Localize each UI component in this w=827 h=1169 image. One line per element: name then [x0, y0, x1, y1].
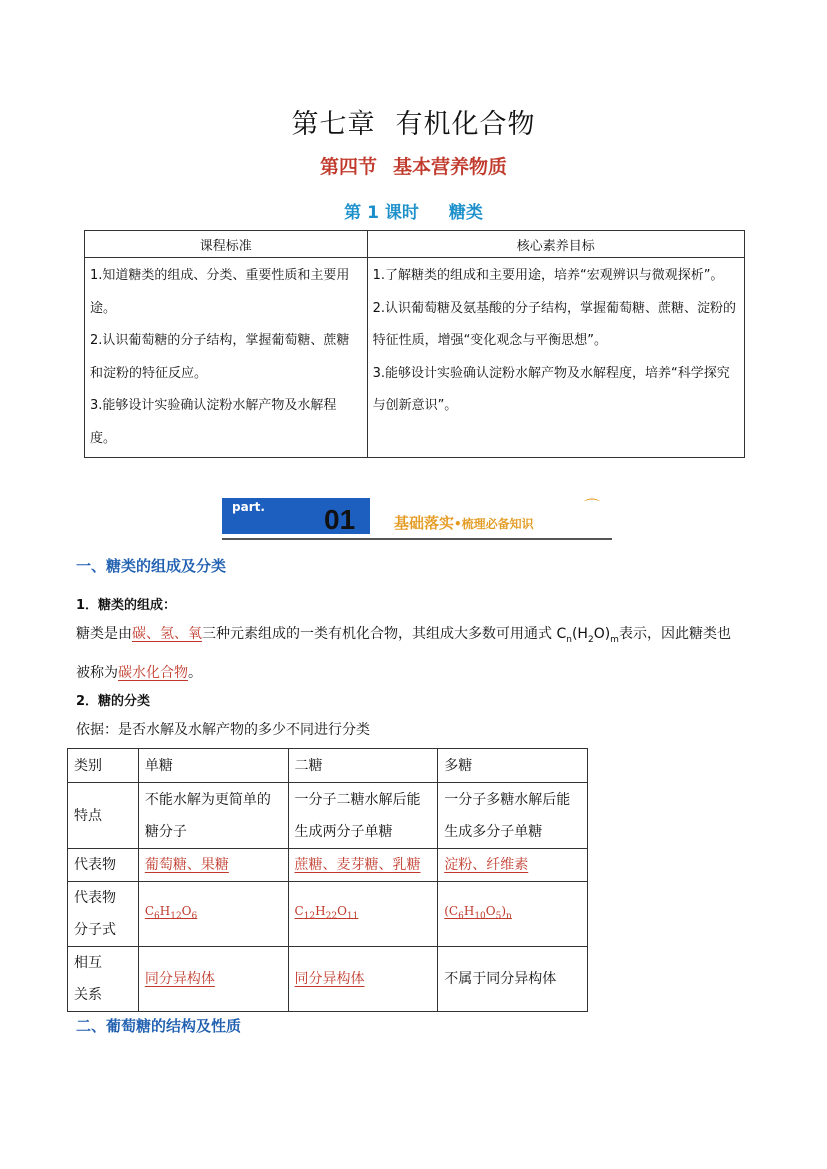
representative-cell	[138, 849, 288, 882]
representative-answer: 蔗糖、麦芽糖、乳糖	[294, 857, 421, 873]
carbohydrate-answer: 碳水化合物	[118, 664, 188, 681]
text-run: 表示，因此糖类也	[618, 626, 731, 642]
relation-cell	[138, 947, 288, 1012]
standards-body-row	[85, 258, 745, 458]
classification-table	[67, 748, 588, 1012]
composition-heading: 1．糖类的组成：	[76, 598, 177, 613]
section1-heading: 一、糖类的组成及分类	[76, 557, 227, 575]
lesson-title	[0, 198, 827, 223]
relation-cell: 不属于同分异构体	[438, 947, 588, 1012]
header-cell: 二糖	[288, 749, 438, 783]
formula-cell	[288, 882, 438, 947]
formula-answer: $(C_6H_{10}O_5)_n$	[444, 904, 512, 922]
header-cell: 多糖	[438, 749, 588, 783]
label-line: 分子式	[74, 922, 116, 938]
representative-answer: 葡萄糖、果糖	[144, 857, 229, 873]
text-run: O)	[593, 626, 611, 642]
representative-answer: 淀粉、纤维素	[444, 857, 529, 873]
part-banner	[222, 494, 612, 544]
text-run: 糖类是由	[76, 626, 132, 642]
standards-table	[84, 230, 745, 458]
text-run: 三种元素组成的一类有机化合物，其组成大多数可用通式 C	[202, 626, 567, 642]
banner-sub-text: •梳理必备知识	[454, 517, 534, 531]
table-row	[68, 882, 588, 947]
literacy-cell	[367, 258, 744, 458]
standards-header-row	[85, 231, 745, 258]
section2-heading: 二、葡萄糖的结构及性质	[76, 1017, 242, 1035]
lesson-name: 糖类	[448, 203, 483, 223]
label-line: 关系	[74, 987, 102, 1003]
section-number: 第四节	[319, 156, 377, 178]
table-row	[68, 849, 588, 882]
label-line: 代表物	[74, 890, 116, 906]
literacy-item: 3.能够设计实验确认淀粉水解产物及水解程度，培养“科学探究与创新意识”。	[372, 365, 730, 413]
formula-sub: 2	[587, 634, 594, 645]
chapter-number: 第七章	[291, 109, 376, 140]
literacy-item: 1.了解糖类的组成和主要用途，培养“宏观辨识与微观探析”。	[372, 268, 724, 283]
formula-answer: $C_{12}H_{22}O_{11}$	[294, 904, 359, 922]
representative-cell	[438, 849, 588, 882]
header-cell: 单糖	[138, 749, 288, 783]
lesson-number: 第 1 课时	[344, 203, 419, 223]
formula-answer: $C_6H_{12}O_6$	[144, 904, 198, 922]
relation-cell	[288, 947, 438, 1012]
text-run: (H	[571, 626, 588, 642]
curriculum-item: 3.能够设计实验确认淀粉水解产物及水解程度。	[90, 398, 337, 446]
feature-cell: 一分子二糖水解后能生成两分子单糖	[288, 783, 438, 849]
literacy-item: 2.认识葡萄糖及氨基酸的分子结构，掌握葡萄糖、蔗糖、淀粉的特征性质，增强“变化观念与平衡思想”。	[372, 300, 736, 348]
feature-cell: 一分子多糖水解后能生成多分子单糖	[438, 783, 588, 849]
row-label: 特点	[68, 783, 139, 849]
section-name: 基本营养物质	[393, 156, 508, 178]
chapter-name: 有机化合物	[395, 109, 536, 140]
section-title	[0, 152, 827, 179]
banner-part-label: part.	[232, 500, 265, 514]
curriculum-item: 1.知道糖类的组成、分类、重要性质和主要用途。	[90, 268, 350, 316]
row-label	[68, 882, 139, 947]
table-row	[68, 783, 588, 849]
standards-header-curriculum: 课程标准	[85, 231, 368, 258]
curriculum-item: 2.认识葡萄糖的分子结构，掌握葡萄糖、蔗糖和淀粉的特征反应。	[90, 333, 350, 381]
curl-decoration-icon: ⌒	[584, 497, 601, 516]
banner-main-text: 基础落实	[394, 514, 455, 532]
row-label: 代表物	[68, 849, 139, 882]
banner-caption	[394, 512, 534, 533]
formula-cell	[138, 882, 288, 947]
classification-basis: 依据：是否水解及水解产物的多少不同进行分类	[76, 722, 370, 738]
relation-answer: 同分异构体	[144, 971, 215, 987]
formula-sub: m	[610, 634, 619, 645]
table-row	[68, 947, 588, 1012]
standards-header-literacy: 核心素养目标	[367, 231, 744, 258]
table-row	[68, 749, 588, 783]
label-line: 相互	[74, 955, 102, 971]
relation-answer: 同分异构体	[294, 971, 365, 987]
representative-cell	[288, 849, 438, 882]
composition-paragraph	[76, 618, 756, 690]
text-run: 。	[188, 664, 202, 681]
elements-answer: 碳、氢、氧	[132, 626, 202, 642]
chapter-title	[0, 102, 827, 141]
feature-cell: 不能水解为更简单的糖分子	[138, 783, 288, 849]
banner-part-number: 01	[324, 504, 356, 535]
header-cell: 类别	[68, 749, 139, 783]
curriculum-cell	[85, 258, 368, 458]
text-run: 被称为	[76, 664, 118, 681]
banner-underline	[222, 538, 612, 540]
formula-cell	[438, 882, 588, 947]
classification-heading: 2．糖的分类	[76, 694, 151, 709]
formula-sub: n	[566, 634, 572, 645]
row-label	[68, 947, 139, 1012]
